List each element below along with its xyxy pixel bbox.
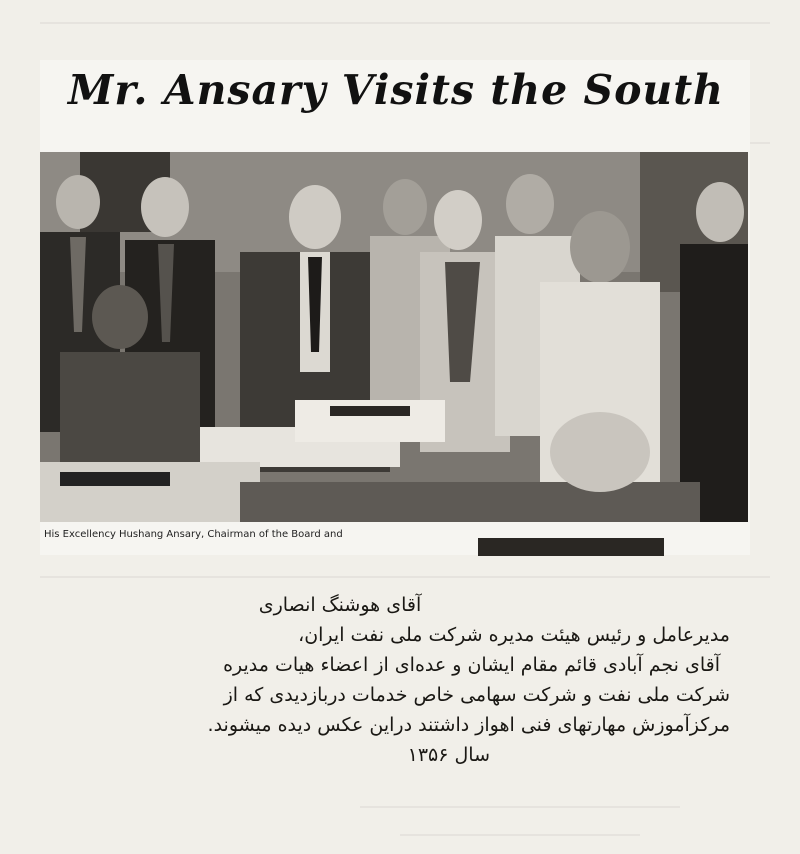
persian-caption-line: شرکت ملی نفت و شرکت سهامی خاص خدمات دربازدیدی که از <box>223 684 730 706</box>
photo-caption-english: His Excellency Hushang Ansary, Chairman of the Board and <box>44 529 343 540</box>
group-photo <box>40 152 748 522</box>
persian-caption-year: سال ۱۳۵۶ <box>407 744 490 766</box>
persian-caption <box>60 590 730 770</box>
persian-caption-name: آقای هوشنگ انصاری <box>258 594 422 616</box>
persian-caption-line: مرکزآموزش مهارتهای فنی اهواز داشتند دراین عکس دیده میشوند. <box>207 714 730 736</box>
caption-bar <box>478 538 664 556</box>
persian-caption-line: آقای نجم آبادی قائم مقام ایشان و عده‌ای از اعضاء هیات مدیره <box>223 654 720 676</box>
persian-caption-line: مدیرعامل و رئیس هیئت مدیره شرکت ملی نفت ایران، <box>298 624 730 646</box>
clipping-headline: Mr. Ansary Visits the South <box>68 66 724 114</box>
